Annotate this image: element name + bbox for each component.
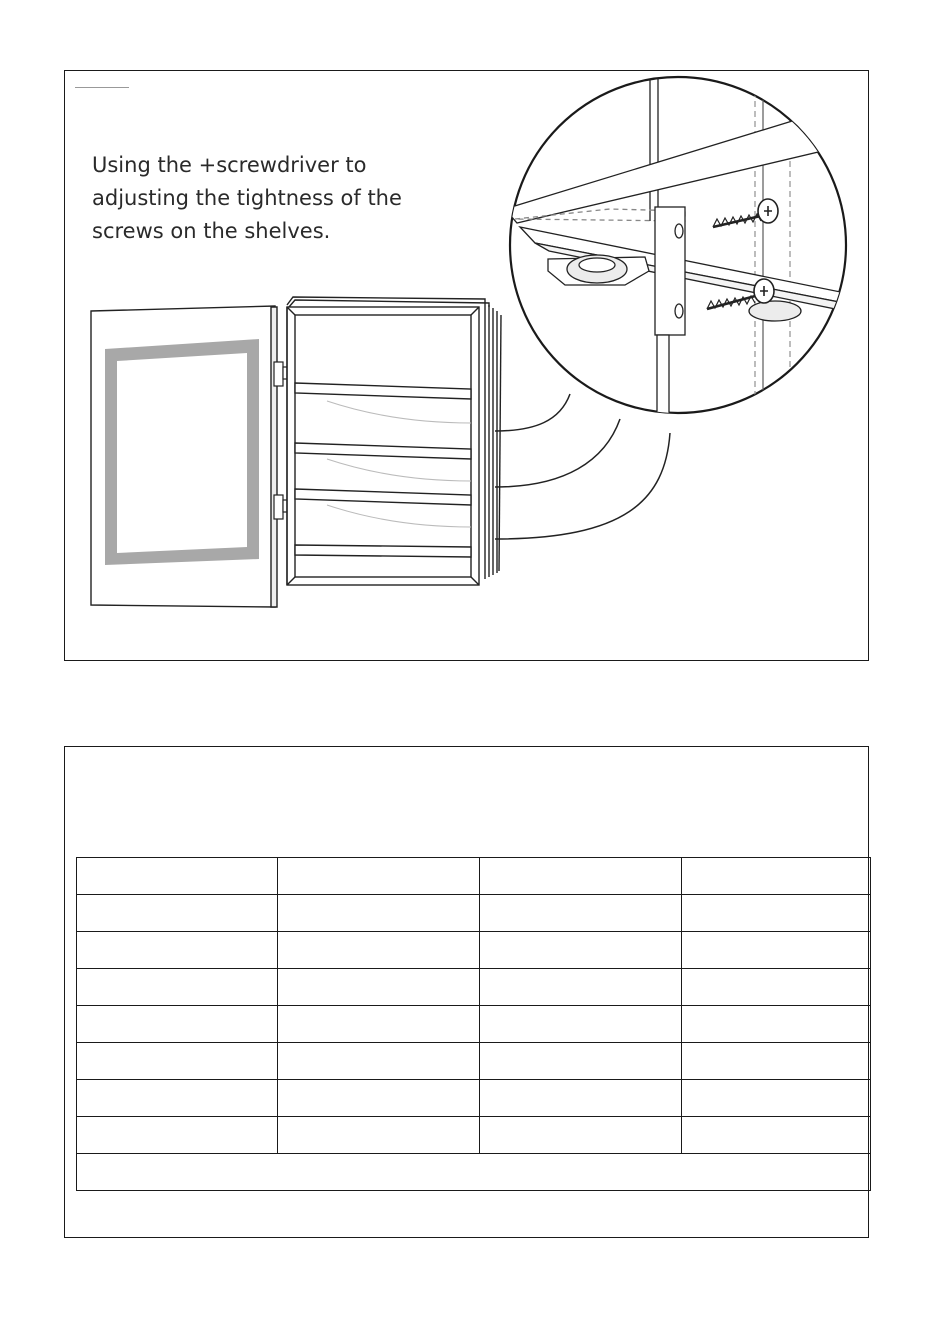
table-cell (682, 1043, 871, 1080)
table-cell (682, 932, 871, 969)
table-cell (77, 1006, 278, 1043)
instruction-line-1: Using the +screwdriver to (92, 153, 367, 177)
table-cell (682, 969, 871, 1006)
table-cell (77, 1080, 278, 1117)
table-cell (682, 1117, 871, 1154)
table-footer-row (77, 1154, 871, 1191)
table-cell (480, 858, 682, 895)
table-cell (480, 969, 682, 1006)
table-row (77, 1117, 871, 1154)
table-cell (480, 1043, 682, 1080)
table-cell (77, 969, 278, 1006)
instruction-line-2: adjusting the tightness of the (92, 186, 402, 210)
table-cell (480, 1117, 682, 1154)
table-cell (278, 895, 480, 932)
table-cell (682, 1006, 871, 1043)
cabinet-diagram (65, 71, 870, 662)
table-row (77, 969, 871, 1006)
table-cell (278, 858, 480, 895)
table-row (77, 858, 871, 895)
table-cell (278, 1043, 480, 1080)
table-cell (278, 1080, 480, 1117)
table-cell (278, 1006, 480, 1043)
table-row (77, 895, 871, 932)
table-cell (278, 969, 480, 1006)
table-cell (682, 1080, 871, 1117)
table-cell (77, 1043, 278, 1080)
table-cell (480, 1006, 682, 1043)
spec-table (76, 857, 871, 1191)
table-cell (278, 932, 480, 969)
table-row (77, 932, 871, 969)
table-row (77, 1043, 871, 1080)
cabinet-body (287, 297, 501, 585)
table-cell (480, 895, 682, 932)
table-cell (480, 1080, 682, 1117)
table-cell (278, 1117, 480, 1154)
table-cell (682, 858, 871, 895)
table-row (77, 1006, 871, 1043)
table-footer-cell (77, 1154, 871, 1191)
table-row (77, 1080, 871, 1117)
instruction-line-3: screws on the shelves. (92, 219, 331, 243)
screwdriver-detail-magnifier (505, 71, 865, 435)
table-cell (77, 858, 278, 895)
table-cell (480, 932, 682, 969)
table-cell (682, 895, 871, 932)
spec-panel (64, 746, 869, 1238)
table-cell (77, 895, 278, 932)
table-cell (77, 932, 278, 969)
table-cell (77, 1117, 278, 1154)
illustration-panel (64, 70, 869, 661)
